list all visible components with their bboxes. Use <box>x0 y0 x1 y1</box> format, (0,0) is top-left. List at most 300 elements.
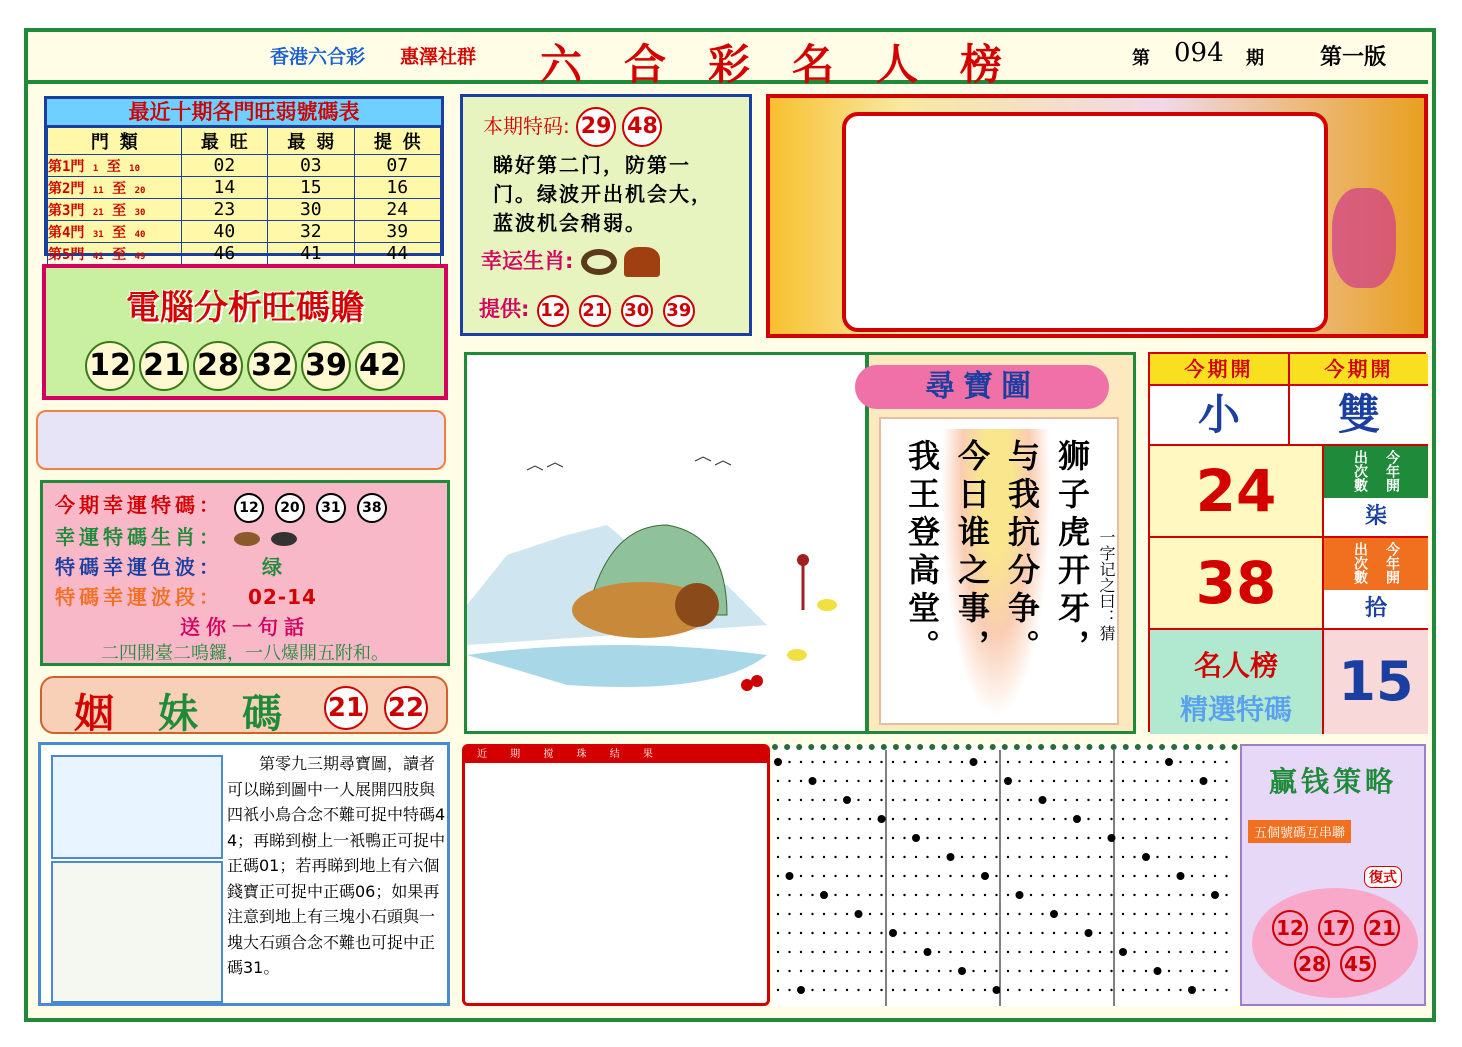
grid-dot <box>777 932 779 934</box>
grid-dot <box>869 932 871 934</box>
grid-dot <box>788 970 790 972</box>
grid-dot <box>1099 780 1101 782</box>
offer-cell: 16 <box>354 177 440 199</box>
grid-dot <box>834 951 836 953</box>
grid-dot <box>1165 758 1173 766</box>
poem-side-note: 一字记之曰：猜 <box>1097 529 1116 641</box>
grid-dot <box>981 872 989 880</box>
grid-dot <box>855 910 863 918</box>
grid-dot <box>777 951 779 953</box>
hot-cell: 46 <box>181 243 267 265</box>
grid-dot <box>880 894 882 896</box>
grid-dot <box>869 913 871 915</box>
grid-dot <box>1099 818 1101 820</box>
grid-dot <box>1007 856 1009 858</box>
grid-dot <box>774 758 782 766</box>
special-number: 29 <box>576 107 616 147</box>
decor-glyph <box>1332 188 1396 288</box>
grid-dot <box>823 837 825 839</box>
grid-dot <box>1133 780 1135 782</box>
grid-dot <box>846 856 848 858</box>
grid-dot <box>1214 856 1216 858</box>
grid-dot <box>1122 875 1124 877</box>
grid-dot <box>892 837 894 839</box>
grid-dot <box>915 875 917 877</box>
grid-dot <box>1099 970 1101 972</box>
dot-grid <box>772 750 1238 1006</box>
grid-dot <box>1225 780 1227 782</box>
grid-dot <box>1225 932 1227 934</box>
grid-dot <box>915 970 917 972</box>
famous-label-1: 名人榜 <box>1193 649 1278 682</box>
gate-table-panel <box>44 96 444 264</box>
grid-dot <box>958 967 966 975</box>
grid-dot <box>809 777 817 785</box>
edition-label: 第一版 <box>1320 45 1387 70</box>
grid-dot <box>1225 856 1227 858</box>
grid-dot <box>777 970 779 972</box>
grid-dot <box>1191 970 1193 972</box>
grid-dot <box>926 837 928 839</box>
grid-dot <box>788 856 790 858</box>
grid-dot <box>1202 818 1204 820</box>
grid-dot <box>777 799 779 801</box>
grid-dot <box>1202 856 1204 858</box>
strategy-mode: 復式 <box>1364 866 1402 888</box>
grid-dot <box>926 932 928 934</box>
lucky-color-value: 绿 <box>261 555 286 579</box>
grid-dot <box>903 932 905 934</box>
grid-dot <box>777 913 779 915</box>
grid-dot <box>1191 913 1193 915</box>
grid-dot <box>1168 970 1170 972</box>
grid-dot <box>1168 799 1170 801</box>
explain-panel <box>38 742 450 1006</box>
grid-dot <box>811 932 813 934</box>
grid-dot <box>1179 856 1181 858</box>
grid-dot <box>1064 818 1066 820</box>
result-number-2: 38 <box>1150 538 1324 630</box>
grid-dot <box>1133 951 1135 953</box>
rooster-icon <box>624 247 660 277</box>
grid-dot <box>892 818 894 820</box>
famous-label-box <box>1150 630 1324 734</box>
grid-dot <box>1099 894 1101 896</box>
grid-dot <box>1041 780 1043 782</box>
grid-dot <box>1179 799 1181 801</box>
grid-dot <box>972 799 974 801</box>
grid-dot <box>1156 837 1158 839</box>
computer-numbers <box>46 341 444 391</box>
grid-dot <box>1018 818 1020 820</box>
grid-dot <box>938 970 940 972</box>
grid-dot <box>984 894 986 896</box>
grid-dot <box>1214 875 1216 877</box>
grid-dot <box>811 761 813 763</box>
grid-dot <box>1076 894 1078 896</box>
offer-number: 30 <box>621 295 653 327</box>
grid-dot <box>880 951 882 953</box>
table-row <box>48 155 441 177</box>
grid-dot <box>903 799 905 801</box>
grid-dot <box>1064 837 1066 839</box>
grid-dot <box>972 913 974 915</box>
grid-dot <box>869 818 871 820</box>
grid-dot <box>869 761 871 763</box>
grid-dot <box>961 799 963 801</box>
grid-dot <box>788 894 790 896</box>
hot-cell: 40 <box>181 221 267 243</box>
grid-dot <box>1099 799 1101 801</box>
double-value: 雙 <box>1290 386 1428 446</box>
grid-dot <box>834 970 836 972</box>
number-ball: 12 <box>85 341 135 391</box>
grid-dot <box>1007 951 1009 953</box>
grid-dot <box>1225 761 1227 763</box>
grid-dot <box>915 932 917 934</box>
grid-dot <box>1168 951 1170 953</box>
grid-dot <box>869 799 871 801</box>
grid-dot <box>892 989 894 991</box>
grid-dot <box>1030 989 1032 991</box>
grid-dot <box>811 894 813 896</box>
grid-dot <box>1087 989 1089 991</box>
grid-dot <box>788 799 790 801</box>
grid-dot <box>857 875 859 877</box>
offer-number: 12 <box>537 295 569 327</box>
strategy-number: 17 <box>1318 910 1354 946</box>
lucky-number: 20 <box>275 493 305 523</box>
grid-dot <box>926 989 928 991</box>
lucky-special-row: 今期幸運特碼： 12 20 31 38 <box>55 489 387 523</box>
grid-dot <box>1030 818 1032 820</box>
table-row <box>48 221 441 243</box>
grid-dot <box>1030 856 1032 858</box>
grid-dot <box>915 856 917 858</box>
table-row <box>48 177 441 199</box>
grid-dot <box>1119 948 1127 956</box>
treasure-map-panel <box>866 352 1136 734</box>
grid-dot <box>1076 780 1078 782</box>
offer-number: 39 <box>663 295 695 327</box>
grid-dot <box>892 894 894 896</box>
grid-dot <box>1179 818 1181 820</box>
grid-dot <box>1099 761 1101 763</box>
grid-dot <box>1018 989 1020 991</box>
grid-dot <box>1007 913 1009 915</box>
lucky-range-row: 特碼幸運波段： 02-14 <box>55 585 317 609</box>
grid-dot <box>1018 856 1020 858</box>
grid-dot <box>938 780 940 782</box>
grid-dot <box>1156 780 1158 782</box>
grid-dot <box>1076 913 1078 915</box>
grid-dot <box>846 818 848 820</box>
grid-dot <box>1145 875 1147 877</box>
issue-prefix: 第 <box>1132 48 1150 69</box>
special-code-row: 本期特码: 29 48 <box>483 107 662 147</box>
grid-dot <box>1007 932 1009 934</box>
grid-dot <box>949 837 951 839</box>
grid-dot <box>892 780 894 782</box>
grid-dot <box>972 875 974 877</box>
grid-dot <box>1110 913 1112 915</box>
grid-dot <box>903 951 905 953</box>
grid-dot <box>1142 853 1150 861</box>
grid-dot <box>1087 894 1089 896</box>
grid-dot <box>926 970 928 972</box>
grid-dot <box>903 894 905 896</box>
grid-dot <box>823 932 825 934</box>
grid-dot <box>903 780 905 782</box>
grid-dot <box>1202 799 1204 801</box>
strategy-panel <box>1240 744 1426 1006</box>
grid-dot <box>1133 989 1135 991</box>
grid-dot <box>878 815 886 823</box>
grid-dot <box>1202 894 1204 896</box>
grid-dot <box>823 780 825 782</box>
strategy-number: 21 <box>1364 910 1400 946</box>
grid-dot <box>1039 796 1047 804</box>
grid-dot <box>800 932 802 934</box>
open-label-1: 今期開 <box>1150 354 1290 386</box>
grid-dot <box>1030 761 1032 763</box>
grid-dot <box>1211 891 1219 899</box>
grid-dot <box>1145 989 1147 991</box>
grid-dot <box>880 856 882 858</box>
grid-dot <box>995 780 997 782</box>
number-ball: 28 <box>193 341 243 391</box>
grid-dot <box>857 761 859 763</box>
grid-dot <box>800 970 802 972</box>
zodiac-icon <box>234 532 260 546</box>
grid-dot <box>788 951 790 953</box>
offer-cell: 44 <box>354 243 440 265</box>
grid-dot <box>1076 989 1078 991</box>
grid-dot <box>1099 875 1101 877</box>
grid-dot <box>1018 932 1020 934</box>
grid-dot <box>800 761 802 763</box>
grid-dot <box>1007 970 1009 972</box>
grid-dot <box>995 818 997 820</box>
grid-dot <box>972 856 974 858</box>
grid-dot <box>995 761 997 763</box>
grid-dot <box>949 894 951 896</box>
grid-dot <box>834 894 836 896</box>
grid-dot <box>938 932 940 934</box>
grid-dot <box>1110 894 1112 896</box>
grid-dot <box>1030 799 1032 801</box>
grid-dot <box>1168 875 1170 877</box>
grid-dot <box>1041 913 1043 915</box>
grid-dot <box>869 989 871 991</box>
grid-dot <box>1064 761 1066 763</box>
recent-title: 近 期 搅 珠 结 果 <box>465 747 767 763</box>
grid-dot <box>1110 875 1112 877</box>
grid-dot <box>880 932 882 934</box>
grid-dot <box>961 856 963 858</box>
grid-dot <box>1064 894 1066 896</box>
grid-dot <box>1030 951 1032 953</box>
grid-dot <box>1087 799 1089 801</box>
grid-dot <box>1099 913 1101 915</box>
poem-col: 今日谁之事， <box>953 439 991 667</box>
grid-dot <box>1145 913 1147 915</box>
grid-dot <box>984 989 986 991</box>
grid-dot <box>1087 761 1089 763</box>
grid-dot <box>846 780 848 782</box>
computer-analysis-title: 電腦分析旺碼贍 <box>126 288 364 328</box>
grid-dot <box>1041 932 1043 934</box>
grid-dot <box>823 875 825 877</box>
grid-dot <box>1110 989 1112 991</box>
grid-dot <box>1053 894 1055 896</box>
grid-dot <box>995 837 997 839</box>
strategy-subtitle: 五個號碼互串聯 <box>1248 820 1351 843</box>
grid-dot <box>1133 799 1135 801</box>
blank-banner <box>36 410 446 470</box>
grid-dot <box>1179 780 1181 782</box>
grid-dot <box>1087 837 1089 839</box>
grid-dot <box>903 913 905 915</box>
grid-dot <box>800 856 802 858</box>
grid-dot <box>1156 856 1158 858</box>
grid-dot <box>869 780 871 782</box>
grid-dot <box>926 761 928 763</box>
grid-dot <box>846 837 848 839</box>
grid-dot <box>993 986 1001 994</box>
grid-dot <box>938 989 940 991</box>
grid-dot <box>800 951 802 953</box>
grid-dot <box>915 951 917 953</box>
grid-dot <box>857 837 859 839</box>
sister-numbers-panel <box>40 676 448 737</box>
grid-dot <box>1030 875 1032 877</box>
grid-dot <box>846 913 848 915</box>
grid-dot <box>1076 932 1078 934</box>
grid-dot <box>1110 970 1112 972</box>
grid-dot <box>869 894 871 896</box>
grid-dot <box>1122 989 1124 991</box>
cold-cell: 41 <box>268 243 354 265</box>
poem-col: 与我抗分争。 <box>1003 439 1041 667</box>
snake-icon <box>581 249 617 275</box>
zodiac-row: 幸运生肖: <box>481 245 660 277</box>
grid-dot <box>834 875 836 877</box>
result-number-1: 24 <box>1150 446 1324 538</box>
grid-dot <box>938 875 940 877</box>
grid-dot <box>846 761 848 763</box>
grid-dot <box>1053 989 1055 991</box>
grid-dot <box>938 856 940 858</box>
col-header: 最 旺 <box>181 128 267 155</box>
grid-dot <box>995 875 997 877</box>
grid-dot <box>984 799 986 801</box>
grid-dot <box>880 780 882 782</box>
grid-dot <box>1168 894 1170 896</box>
grid-dot <box>869 951 871 953</box>
grid-dot <box>1145 932 1147 934</box>
grid-dot <box>1133 856 1135 858</box>
grid-dot <box>857 951 859 953</box>
lucky-range-value: 02-14 <box>247 585 317 609</box>
grid-dot <box>811 837 813 839</box>
grid-dot <box>1214 761 1216 763</box>
grid-dot <box>912 834 920 842</box>
grid-dot <box>889 929 897 937</box>
grid-dot <box>1076 837 1078 839</box>
grid-dot <box>915 799 917 801</box>
grid-dot <box>1041 970 1043 972</box>
grid-dot <box>1225 875 1227 877</box>
results-panel <box>1148 352 1426 732</box>
grid-dot <box>995 856 997 858</box>
grid-dot <box>1191 951 1193 953</box>
issue-number: 094 <box>1174 38 1224 68</box>
blank-card <box>842 112 1328 332</box>
poem-col: 我王登高堂。 <box>903 439 941 667</box>
grid-dot <box>1214 818 1216 820</box>
grid-dot <box>1179 951 1181 953</box>
grid-dot <box>1018 951 1020 953</box>
grid-dot <box>1191 761 1193 763</box>
grid-dot <box>1099 837 1101 839</box>
grid-dot <box>970 758 978 766</box>
sister-number: 22 <box>384 686 428 730</box>
grid-dot <box>846 989 848 991</box>
zodiac-icon <box>271 532 297 546</box>
grid-dot <box>1202 932 1204 934</box>
grid-dot <box>1168 932 1170 934</box>
grid-dot <box>823 799 825 801</box>
grid-dot <box>1122 761 1124 763</box>
grid-dot <box>1064 799 1066 801</box>
grid-dot <box>961 837 963 839</box>
grid-dot <box>1099 989 1101 991</box>
special-text: 睇好第二门，防第一 门。绿波开出机会大， 蓝波机会稍弱。 <box>493 153 713 235</box>
grid-dot <box>1064 875 1066 877</box>
offer-cell: 39 <box>354 221 440 243</box>
grid-dot <box>1016 891 1024 899</box>
grid-dot <box>1110 761 1112 763</box>
lucky-number: 12 <box>234 493 264 523</box>
grid-dot <box>800 799 802 801</box>
grid-dot <box>1191 799 1193 801</box>
grid-dot <box>800 894 802 896</box>
grid-dot <box>1145 970 1147 972</box>
grid-dot <box>892 951 894 953</box>
grid-dot <box>1053 837 1055 839</box>
grid-dot <box>788 989 790 991</box>
grid-dot <box>811 951 813 953</box>
grid-dot <box>811 799 813 801</box>
grid-dot <box>1050 910 1058 918</box>
grid-dot <box>1087 818 1089 820</box>
grid-dot <box>1202 875 1204 877</box>
book-picture <box>51 755 223 859</box>
grid-dot <box>1156 932 1158 934</box>
grid-dot <box>1179 894 1181 896</box>
grid-dot <box>788 913 790 915</box>
grid-dot <box>788 837 790 839</box>
grid-dot <box>1179 761 1181 763</box>
small-value: 小 <box>1150 386 1290 446</box>
grid-dot <box>1225 913 1227 915</box>
grid-dot <box>1007 761 1009 763</box>
grid-dot <box>926 894 928 896</box>
grid-dot <box>984 780 986 782</box>
strategy-numbers <box>1252 888 1418 998</box>
grid-dot <box>995 951 997 953</box>
